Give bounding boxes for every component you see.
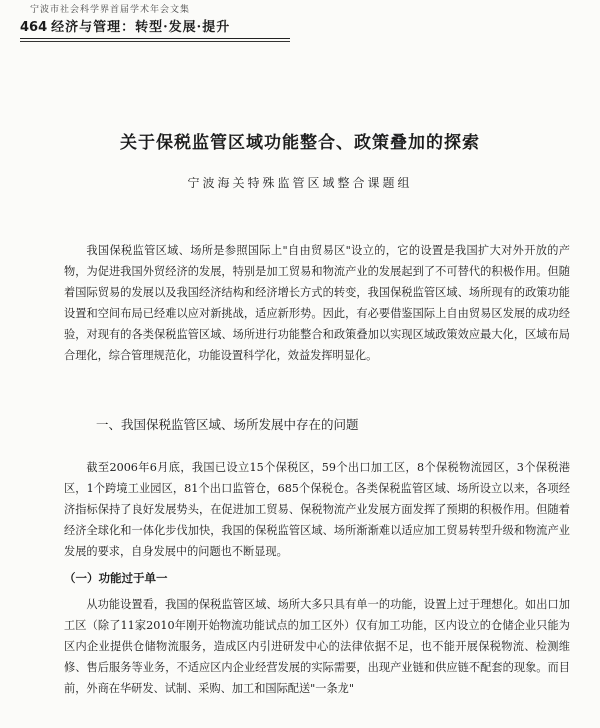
running-header	[20, 16, 580, 35]
section-heading: 一、我国保税监管区域、场所发展中存在的问题	[96, 417, 359, 432]
article-author: 宁波海关特殊监管区域整合课题组	[187, 176, 413, 190]
series-title: 宁波市社会科学界首届学术年会文集	[30, 5, 191, 15]
page-number: 464	[20, 20, 48, 35]
subsection-heading: （一）功能过于单一	[64, 571, 168, 585]
intro-paragraph: 我国保税监管区域、场所是参照国际上"自由贸易区"设立的，它的设置是我国扩大对外开放的产物，为促进我国外贸经济的发展，特别是加工贸易和物流产业的发展起到了不可替代的积极作用。但随着国际贸易的发展以及我国经济结构和经济增长方式的转变，我国保税监管区域、场所现有的政策功能设置和空间布局已经难以应对新挑战，适应新形势。因此，有必要借鉴国际上自由贸易区发展的成功经验，对现有的各类保税监管区域、场所进行功能整合和政策叠加以实现区域政策效应最大化，区域布局合理化，综合管理规范化，功能设置科学化，效益发挥明显化。	[64, 244, 570, 362]
article-title: 关于保税监管区域功能整合、政策叠加的探索	[120, 133, 480, 153]
header-rule-thin	[20, 41, 290, 42]
header-rule	[20, 38, 290, 39]
subsection-paragraph: 从功能设置看，我国的保税监管区域、场所大多只具有单一的功能，设置上过于理想化。如出口加工区（除了11家2010年刚开始物流功能试点的加工区外）仅有加工功能，区内设立的仓储企业只能为区内企业提供仓储物流服务，造成区内引进研发中心的法律依据不足，也不能开展保税物流、检测维修、售后服务等业务，不适应区内企业经营发展的实际需要，出现产业链和供应链不配套的现象。而目前，外商在华研发、试制、采购、加工和国际配送"一条龙"	[64, 598, 570, 695]
journal-title: 经济与管理：转型·发展·提升	[51, 20, 231, 35]
section-paragraph: 截至2006年6月底，我国已设立15个保税区，59个出口加工区，8个保税物流园区，3个保税港区，1个跨境工业园区，81个出口监管仓，685个保税仓。各类保税监管区域、场所设立以来，各项经济指标保持了良好发展势头，在促进加工贸易、保税物流产业发展方面发挥了预期的积极作用。但随着经济全球化和一体化步伐加快，我国的保税监管区域、场所渐渐难以适应加工贸易转型升级和物流产业发展的要求，自身发展中的问题也不断显现。	[64, 461, 570, 558]
